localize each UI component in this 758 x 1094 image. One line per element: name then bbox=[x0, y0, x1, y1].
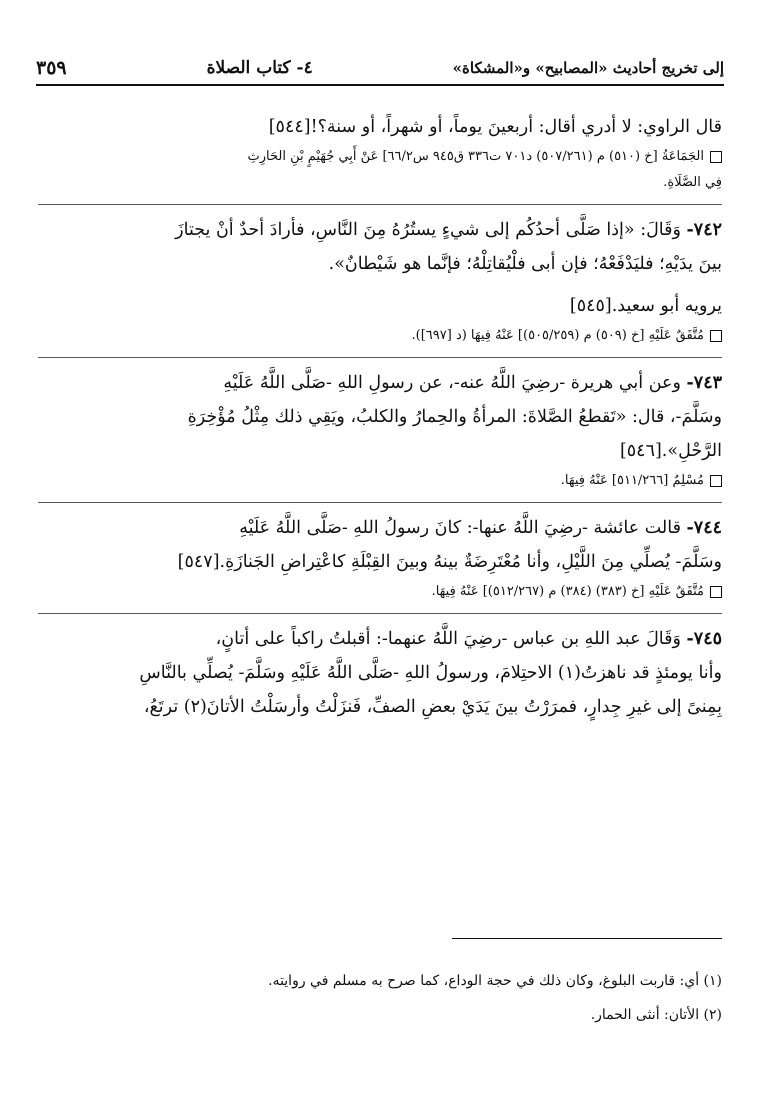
hadith-744-line bbox=[38, 511, 722, 545]
text-line: قال الراوي: لا أدري أقال: أربعينَ يوماً، أو شهراً، أو سنة؟![٥٤٤] bbox=[268, 117, 722, 137]
hadith-745-line bbox=[38, 622, 722, 656]
section-divider bbox=[38, 613, 722, 614]
takhrij-note bbox=[38, 323, 722, 349]
hadith-743-line bbox=[38, 366, 722, 400]
running-title: إلى تخريج أحاديث «المصابيح» و«المشكاة» bbox=[452, 59, 724, 77]
square-bullet-icon bbox=[710, 330, 722, 342]
takhrij-note bbox=[38, 579, 722, 605]
takhrij-note-continued: فِي الصَّلَاةِ. bbox=[663, 175, 722, 190]
text-line: بينَ يدَيْهِ؛ فليَدْفَعْهُ؛ فإن أبى فلْيُقاتِلْهُ؛ فإنَّما هو شَيْطانٌ». bbox=[328, 254, 722, 274]
takhrij-note bbox=[38, 144, 722, 170]
square-bullet-icon bbox=[710, 151, 722, 163]
hadith-text: وَقَالَ عبد اللهِ بن عباس -رضِيَ اللَّهُ عنهما-: أقبلتُ راكباً على أتانٍ، bbox=[215, 629, 681, 649]
footnotes bbox=[38, 964, 722, 1032]
text-line: وسَلَّمَ-، قال: «تَقطعُ الصَّلاةَ: المرأةُ والحِمارُ والكلبُ، ويَقِي ذلك مِثْلُ مُؤْخِرَةِ bbox=[187, 407, 722, 427]
square-bullet-icon bbox=[710, 475, 722, 487]
footnote-2: (٢) الأتان: أنثى الحمار. bbox=[590, 1007, 722, 1023]
footnote-1: (١) أي: قاربت البلوغ، وكان ذلك في حجة الوداع، كما صرح به مسلم في روايته. bbox=[268, 973, 722, 989]
page-header bbox=[36, 52, 724, 86]
main-text bbox=[38, 110, 722, 724]
chapter-title: ٤- كتاب الصلاة bbox=[206, 58, 313, 78]
note-text: مُتَّفَقٌ عَلَيْهِ [خ (٥٠٩) م (٥٠٥/٢٥٩)] عَنْهُ فِيهَا (د [٦٩٧]). bbox=[411, 328, 704, 343]
square-bullet-icon bbox=[710, 586, 722, 598]
narrator-line: يرويه أبو سعيد.[٥٤٥] bbox=[569, 296, 722, 316]
footnote-separator bbox=[452, 938, 722, 939]
hadith-number: ٧٤٣- bbox=[686, 373, 722, 393]
hadith-number: ٧٤٤- bbox=[686, 518, 722, 538]
text-line: وأنا يومئذٍ قد ناهزتُ(١) الاحتِلامَ، ورسولُ اللهِ -صَلَّى اللَّهُ عَلَيْهِ وسَلَّمَ- يُصلِّي بالنَّاسِ bbox=[139, 663, 722, 683]
hadith-text: قالت عائشة -رضِيَ اللَّهُ عنها-: كانَ رسولُ اللهِ -صَلَّى اللَّهُ عَلَيْهِ bbox=[239, 518, 681, 538]
hadith-number: ٧٤٥- bbox=[686, 629, 722, 649]
hadith-742-line bbox=[38, 213, 722, 247]
hadith-text: وَقَالَ: «إذا صَلَّى أحدُكُم إلى شيءٍ يستُرُهُ مِنَ النَّاسِ، فأرادَ أحدٌ أنْ يجتازَ bbox=[175, 220, 681, 240]
text-line: وسَلَّمَ- يُصلِّي مِنَ اللَّيْلِ، وأنا مُعْتَرِضَةٌ بينهُ وبينَ القِبْلَةِ كاعْتِراضِ الجَنازَةِ.[٥٤٧] bbox=[177, 552, 722, 572]
hadith-number: ٧٤٢- bbox=[686, 220, 722, 240]
note-text: الجَمَاعَةُ [خ (٥١٠) م (٥٠٧/٢٦١) د٧٠١ ت٣٣٦ ق٩٤٥ س٦٦/٢] عَنْ أَبِي جُهَيْمٍ بْنِ الحَارِثِ bbox=[247, 149, 704, 164]
text-line: الرَّحْلِ».[٥٤٦] bbox=[619, 441, 722, 461]
page-number: ٣٥٩ bbox=[36, 57, 67, 79]
section-divider bbox=[38, 502, 722, 503]
section-divider bbox=[38, 204, 722, 205]
takhrij-note bbox=[38, 468, 722, 494]
section-divider bbox=[38, 357, 722, 358]
note-text: مُتَّفَقٌ عَلَيْهِ [خ (٣٨٣) (٣٨٤) م (٥١٢/٢٦٧)] عَنْهُ فِيهَا. bbox=[431, 584, 704, 599]
hadith-text: وعن أبي هريرة -رضِيَ اللَّهُ عنه-، عن رسولِ اللهِ -صَلَّى اللَّهُ عَلَيْهِ bbox=[223, 373, 681, 393]
note-text: مُسْلِمٌ [٥١١/٢٦٦] عَنْهُ فِيهَا. bbox=[560, 473, 704, 488]
text-line: بِمِنىً إلى غيرِ جِدارٍ، فمرَرْتُ بينَ يَدَيْ بعضِ الصفِّ، فَنزَلْتُ وأرسَلْتُ الأتانَ(٢) ترتَعُ، bbox=[143, 697, 722, 717]
